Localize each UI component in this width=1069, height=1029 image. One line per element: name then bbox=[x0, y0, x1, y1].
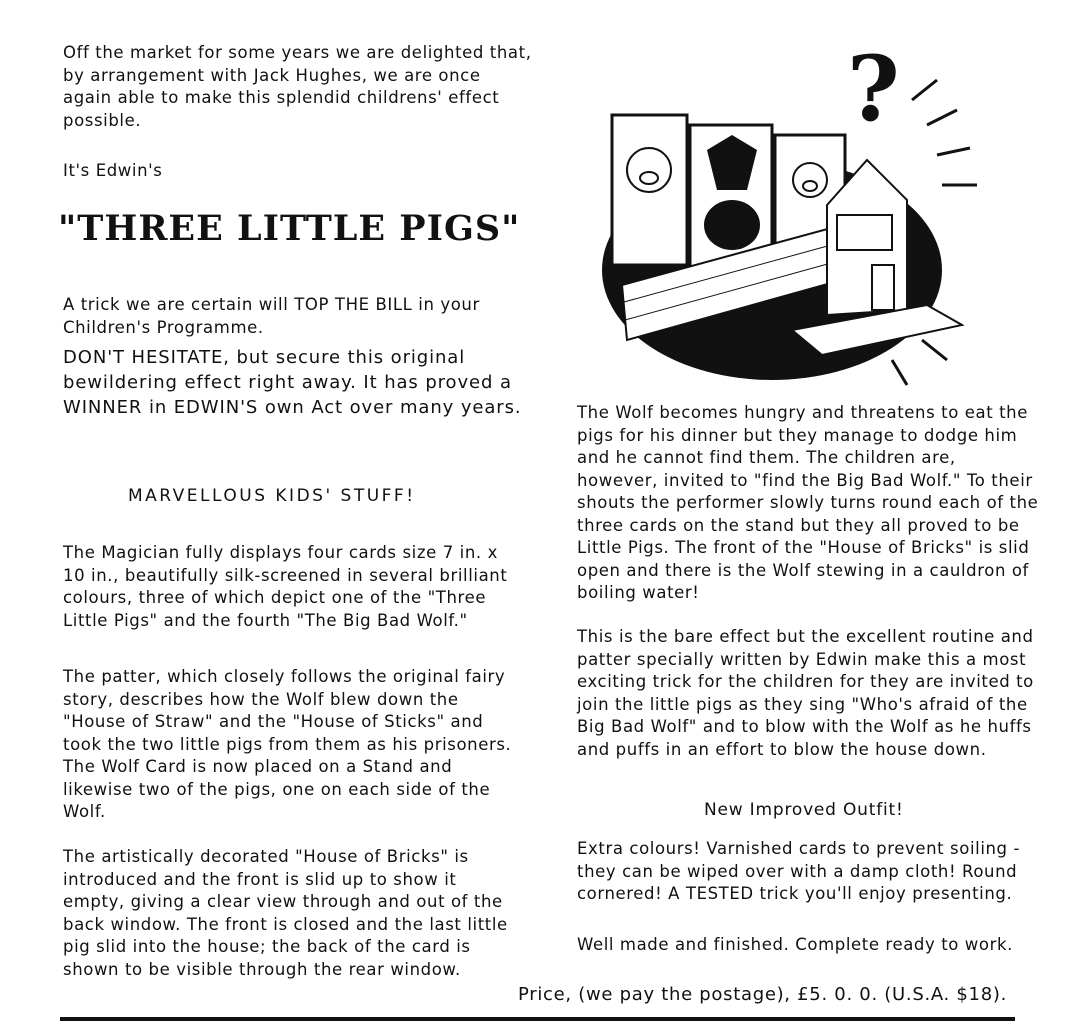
intro-tagline: It's Edwin's bbox=[63, 161, 163, 180]
outfit-paragraph-2: Well made and finished. Complete ready to work. bbox=[577, 935, 1013, 954]
question-mark-glyph: ? bbox=[847, 40, 900, 142]
left-body-paragraph-2: The patter, which closely follows the original fairy story, describes how the Wolf blew down the "House of Straw" and the "House of Sticks" and took the two little pigs from them as his prisoners. The Wolf Card is now placed on a Stand and likewise two of the pigs, one on each side of the Wolf. bbox=[63, 667, 512, 821]
bottom-rule bbox=[60, 1017, 1015, 1021]
left-body-paragraph-1: The Magician fully displays four cards size 7 in. x 10 in., beautifully silk-screened in several brilliant colours, three of which depict one of the "Three Little Pigs" and the fourth "The Big Bad Wolf." bbox=[63, 543, 508, 630]
outfit-paragraph-1: Extra colours! Varnished cards to prevent soiling - they can be wiped over with a damp cloth! Round cornered! A TESTED trick you'll enjoy presenting. bbox=[577, 839, 1021, 903]
section-heading: MARVELLOUS KIDS' STUFF! bbox=[128, 486, 416, 506]
pitch-paragraph-2: DON'T HESITATE, but secure this original bewildering effect right away. It has proved a WINNER in EDWIN'S own Act over many years. bbox=[63, 347, 522, 418]
right-body-paragraph-1: The Wolf becomes hungry and threatens to eat the pigs for his dinner but they manage to dodge him and he cannot find them. The children are, however, invited to "find the Big Bad Wolf." To their shouts the performer slowly turns round each of the three cards on the stand but they all proved to be Little Pigs. The front of the "House of Bricks" is slid open and there is the Wolf stewing in a cauldron of boiling water! bbox=[577, 403, 1039, 602]
left-body-paragraph-3: The artistically decorated "House of Bricks" is introduced and the front is slid up to show it empty, giving a clear view through and out of the back window. The front is closed and the last little pig slid into the house; the back of the card is shown to be visible through the rear window. bbox=[63, 847, 508, 979]
outfit-heading: New Improved Outfit! bbox=[704, 800, 904, 820]
three-little-pigs-illustration bbox=[582, 40, 982, 400]
price-line: Price, (we pay the postage), £5. 0. 0. (U.S.A. $18). bbox=[518, 984, 1008, 1005]
page-title: "THREE LITTLE PIGS" bbox=[58, 208, 521, 249]
right-body-paragraph-2: This is the bare effect but the excellent routine and patter specially written by Edwin make this a most exciting trick for the children for they are invited to join the little pigs as they sing "Who's afraid of the Big Bad Wolf" and to blow with the Wolf as he huffs and puffs in an effort to blow the house down. bbox=[577, 627, 1034, 759]
pitch-paragraph-1: A trick we are certain will TOP THE BILL in your Children's Programme. bbox=[63, 295, 480, 337]
intro-paragraph: Off the market for some years we are delighted that, by arrangement with Jack Hughes, we are once again able to make this splendid childrens' effect possible. bbox=[63, 43, 532, 130]
